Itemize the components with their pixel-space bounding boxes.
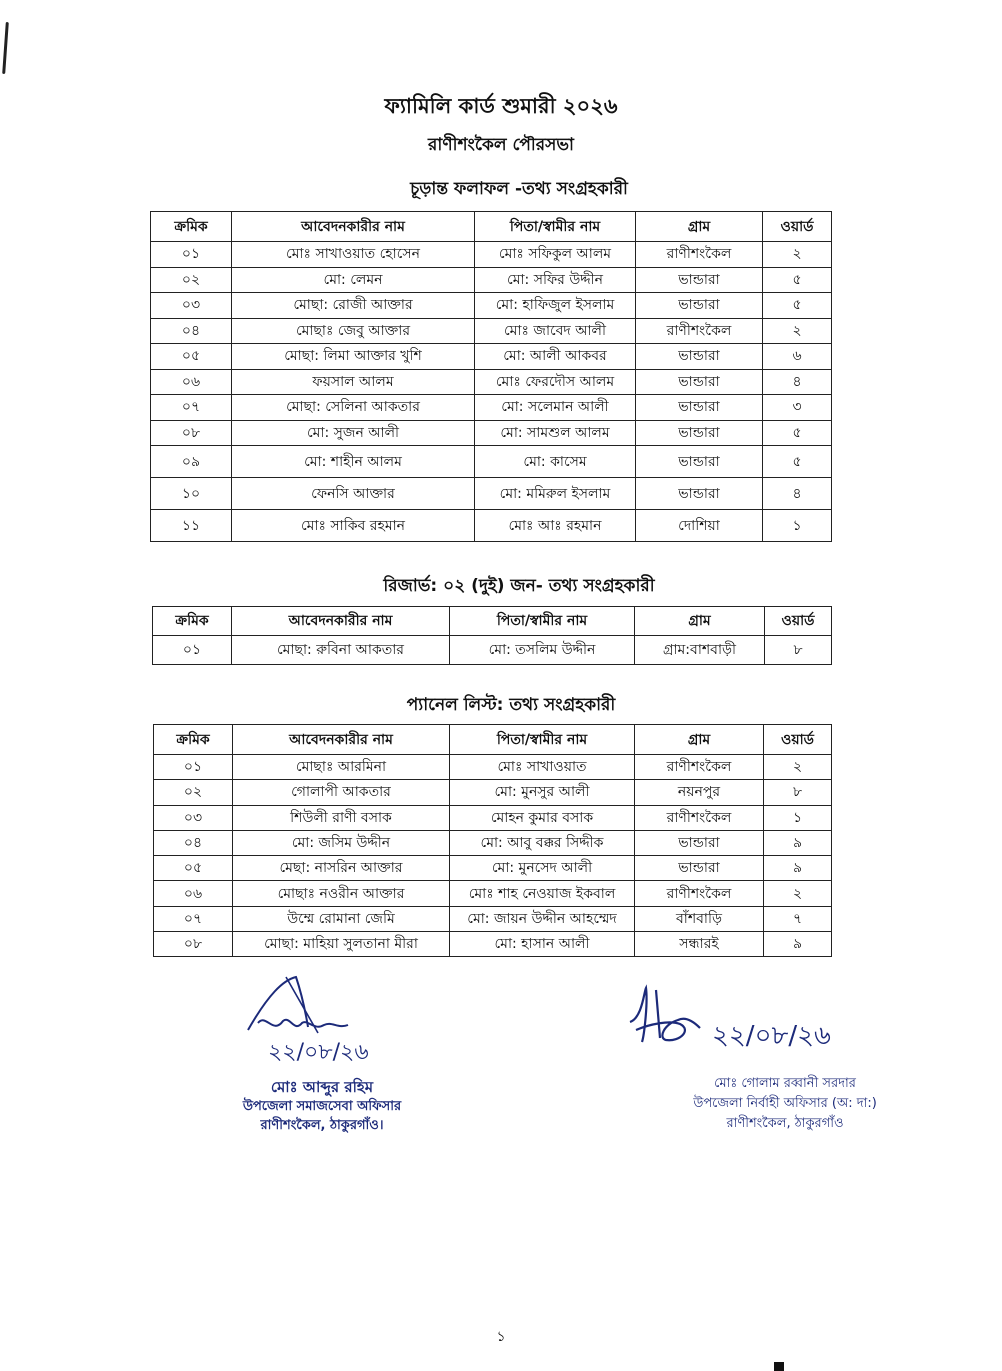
table-row xyxy=(153,636,832,665)
table-row xyxy=(151,267,832,293)
village-cell: ভান্ডারা xyxy=(636,478,763,510)
document-title: ফ্যামিলি কার্ড শুমারী ২০২৬ xyxy=(384,94,618,118)
applicant-name-cell: মেছা: নাসরিন আক্তার xyxy=(233,856,450,881)
village-cell: রাণীশংকৈল xyxy=(635,755,764,780)
reserve-table xyxy=(152,606,832,665)
village-cell: রাণীশংকৈল xyxy=(636,318,763,344)
table-row xyxy=(151,293,832,319)
applicant-name-cell: মোঃ সাকিব রহমান xyxy=(232,510,475,542)
page-number: ১ xyxy=(496,1329,506,1345)
serial-cell: ১১ xyxy=(151,510,232,542)
village-column-header: গ্রাম xyxy=(636,212,763,242)
serial-cell: ০৪ xyxy=(151,318,232,344)
applicant-name-cell: মোঃ সাখাওয়াত হোসেন xyxy=(232,242,475,268)
village-cell: সন্ধারই xyxy=(635,932,764,957)
serial-cell: ০৪ xyxy=(154,830,233,855)
serial-cell: ০৩ xyxy=(151,293,232,319)
village-column-header: গ্রাম xyxy=(635,607,765,636)
reserve-heading: রিজার্ভ: ০২ (দুই) জন- তথ্য সংগ্রহকারী xyxy=(383,576,655,596)
village-cell: রাণীশংকৈল xyxy=(636,242,763,268)
ward-cell: ৯ xyxy=(764,856,832,881)
serial-cell: ০৯ xyxy=(151,446,232,478)
right-stamp-location: রাণীশংকৈল, ঠাকুরগাঁও xyxy=(726,1116,844,1131)
guardian-name-cell: মো: সামশুল আলম xyxy=(475,420,636,446)
applicant-name-cell: মো: জসিম উদ্দীন xyxy=(233,830,450,855)
municipality-name: রাণীশংকৈল পৌরসভা xyxy=(428,135,574,155)
guardian-name-cell: মো: জায়ন উদ্দীন আহম্মেদ xyxy=(450,906,635,931)
serial-column-header: ক্রমিক xyxy=(154,725,233,755)
applicant-name-cell: মোছাঃ জেবু আক্তার xyxy=(232,318,475,344)
serial-cell: ০৭ xyxy=(154,906,233,931)
left-stamp-location: রাণীশংকৈল, ঠাকুরগাঁও। xyxy=(260,1118,384,1133)
ward-cell: ২ xyxy=(764,881,832,906)
left-stamp-designation: উপজেলা সমাজসেবা অফিসার xyxy=(242,1099,402,1114)
guardian-name-cell: মোঃ আঃ রহমান xyxy=(475,510,636,542)
applicant-name-cell: মো: সুজন আলী xyxy=(232,420,475,446)
applicant-name-cell: গোলাপী আকতার xyxy=(233,780,450,805)
serial-cell: ০৮ xyxy=(154,932,233,957)
guardian-name-cell: মো: সফির উদ্দীন xyxy=(475,267,636,293)
margin-pen-mark xyxy=(2,22,9,74)
ward-cell: ৮ xyxy=(764,780,832,805)
table-row xyxy=(154,780,832,805)
applicant-name-cell: মোছাঃ আরমিনা xyxy=(233,755,450,780)
table-row xyxy=(154,932,832,957)
final-result-table xyxy=(150,211,832,542)
table-row xyxy=(154,856,832,881)
table-row xyxy=(151,510,832,542)
left-signature-date: ২২/০৮/২৬ xyxy=(268,1040,369,1065)
applicant-column-header: আবেদনকারীর নাম xyxy=(232,212,475,242)
guardian-name-cell: মো: আলী আকবর xyxy=(475,344,636,370)
guardian-name-cell: মোঃ সফিকুল আলম xyxy=(475,242,636,268)
applicant-column-header: আবেদনকারীর নাম xyxy=(233,725,450,755)
ward-cell: ৪ xyxy=(763,478,832,510)
guardian-name-cell: মো: মুনসুর আলী xyxy=(450,780,635,805)
applicant-name-cell: মো: শাহীন আলম xyxy=(232,446,475,478)
serial-cell: ০২ xyxy=(151,267,232,293)
left-stamp-name: মোঃ আব্দুর রহিম xyxy=(270,1078,374,1096)
serial-cell: ০৭ xyxy=(151,395,232,421)
guardian-name-cell: মোঃ ফেরদৌস আলম xyxy=(475,369,636,395)
serial-cell: ০৮ xyxy=(151,420,232,446)
ward-cell: ২ xyxy=(763,318,832,344)
applicant-name-cell: মোছা: মাহিয়া সুলতানা মীরা xyxy=(233,932,450,957)
ward-cell: ৮ xyxy=(765,636,832,665)
guardian-column-header: পিতা/স্বামীর নাম xyxy=(450,725,635,755)
table-row xyxy=(154,755,832,780)
ward-cell: ৯ xyxy=(764,830,832,855)
village-column-header: গ্রাম xyxy=(635,725,764,755)
right-stamp-name: মোঃ গোলাম রব্বানী সরদার xyxy=(714,1076,856,1091)
ward-cell: ৩ xyxy=(763,395,832,421)
serial-cell: ০৫ xyxy=(154,856,233,881)
serial-cell: ০৬ xyxy=(154,881,233,906)
serial-cell: ০১ xyxy=(153,636,232,665)
ward-cell: ১ xyxy=(763,510,832,542)
ward-cell: ২ xyxy=(764,755,832,780)
panel-list-heading: প্যানেল লিস্ট: তথ্য সংগ্রহকারী xyxy=(406,695,616,715)
guardian-name-cell: মো: সলেমান আলী xyxy=(475,395,636,421)
guardian-column-header: পিতা/স্বামীর নাম xyxy=(450,607,635,636)
village-cell: ভান্ডারা xyxy=(636,395,763,421)
right-signature xyxy=(620,980,900,1060)
village-cell: গ্রাম:বাশবাড়ী xyxy=(635,636,765,665)
applicant-name-cell: মোছা: রোজী আক্তার xyxy=(232,293,475,319)
guardian-name-cell: মো: কাসেম xyxy=(475,446,636,478)
serial-cell: ০৩ xyxy=(154,805,233,830)
village-cell: ভান্ডারা xyxy=(636,267,763,293)
table-row xyxy=(154,881,832,906)
ward-cell: ৬ xyxy=(763,344,832,370)
guardian-name-cell: মো: তসলিম উদ্দীন xyxy=(450,636,635,665)
ward-cell: ৫ xyxy=(763,420,832,446)
serial-column-header: ক্রমিক xyxy=(151,212,232,242)
ward-cell: ৯ xyxy=(764,932,832,957)
applicant-name-cell: মোছাঃ নওরীন আক্তার xyxy=(233,881,450,906)
village-cell: বাঁশবাড়ি xyxy=(635,906,764,931)
applicant-name-cell: শিউলী রাণী বসাক xyxy=(233,805,450,830)
serial-cell: ০৬ xyxy=(151,369,232,395)
ward-column-header: ওয়ার্ড xyxy=(765,607,832,636)
table-row xyxy=(151,395,832,421)
ward-column-header: ওয়ার্ড xyxy=(763,212,832,242)
applicant-name-cell: মোছা: রুবিনা আকতার xyxy=(232,636,450,665)
village-cell: নয়নপুর xyxy=(635,780,764,805)
applicant-column-header: আবেদনকারীর নাম xyxy=(232,607,450,636)
guardian-name-cell: মোহন কুমার বসাক xyxy=(450,805,635,830)
table-row xyxy=(151,242,832,268)
ward-cell: ৫ xyxy=(763,293,832,319)
table-row xyxy=(154,906,832,931)
left-signature xyxy=(228,975,428,1065)
ward-column-header: ওয়ার্ড xyxy=(764,725,832,755)
village-cell: ভান্ডারা xyxy=(636,293,763,319)
guardian-name-cell: মো: হাফিজুল ইসলাম xyxy=(475,293,636,319)
applicant-name-cell: ফয়সাল আলম xyxy=(232,369,475,395)
table-row xyxy=(151,318,832,344)
guardian-column-header: পিতা/স্বামীর নাম xyxy=(475,212,636,242)
applicant-name-cell: উম্মে রোমানা জেমি xyxy=(233,906,450,931)
right-official-stamp xyxy=(680,1074,890,1134)
guardian-name-cell: মো: হাসান আলী xyxy=(450,932,635,957)
table-row xyxy=(151,420,832,446)
ward-cell: ২ xyxy=(763,242,832,268)
applicant-name-cell: মোছা: সেলিনা আকতার xyxy=(232,395,475,421)
final-result-heading: চূড়ান্ত ফলাফল -তথ্য সংগ্রহকারী xyxy=(410,179,628,199)
serial-cell: ১০ xyxy=(151,478,232,510)
right-stamp-designation: উপজেলা নির্বাহী অফিসার (অ: দা:) xyxy=(693,1096,877,1111)
guardian-name-cell: মো: আবু বক্কর সিদ্দীক xyxy=(450,830,635,855)
village-cell: রাণীশংকৈল xyxy=(635,881,764,906)
ward-cell: ৪ xyxy=(763,369,832,395)
table-row xyxy=(151,446,832,478)
corner-mark xyxy=(774,1362,784,1371)
village-cell: ভান্ডারা xyxy=(636,369,763,395)
applicant-name-cell: মো: লেমন xyxy=(232,267,475,293)
table-row xyxy=(151,344,832,370)
village-cell: ভান্ডারা xyxy=(635,830,764,855)
village-cell: ভান্ডারা xyxy=(636,420,763,446)
table-row xyxy=(154,830,832,855)
ward-cell: ৫ xyxy=(763,267,832,293)
guardian-name-cell: মো: মুনসেদ আলী xyxy=(450,856,635,881)
serial-cell: ০১ xyxy=(151,242,232,268)
table-header-row xyxy=(154,725,832,755)
village-cell: রাণীশংকৈল xyxy=(635,805,764,830)
table-row xyxy=(154,805,832,830)
guardian-name-cell: মোঃ জাবেদ আলী xyxy=(475,318,636,344)
guardian-name-cell: মোঃ শাহ নেওয়াজ ইকবাল xyxy=(450,881,635,906)
table-header-row xyxy=(151,212,832,242)
ward-cell: ৭ xyxy=(764,906,832,931)
left-official-stamp xyxy=(222,1078,422,1135)
ward-cell: ১ xyxy=(764,805,832,830)
village-cell: ভান্ডারা xyxy=(635,856,764,881)
right-signature-date: ২২/০৮/২৬ xyxy=(712,1021,831,1051)
village-cell: ভান্ডারা xyxy=(636,344,763,370)
serial-cell: ০১ xyxy=(154,755,233,780)
applicant-name-cell: মোছা: লিমা আক্তার খুশি xyxy=(232,344,475,370)
serial-cell: ০২ xyxy=(154,780,233,805)
guardian-name-cell: মোঃ সাখাওয়াত xyxy=(450,755,635,780)
village-cell: ভান্ডারা xyxy=(636,446,763,478)
applicant-name-cell: ফেনসি আক্তার xyxy=(232,478,475,510)
guardian-name-cell: মো: মমিরুল ইসলাম xyxy=(475,478,636,510)
ward-cell: ৫ xyxy=(763,446,832,478)
village-cell: দোশিয়া xyxy=(636,510,763,542)
table-header-row xyxy=(153,607,832,636)
serial-column-header: ক্রমিক xyxy=(153,607,232,636)
table-row xyxy=(151,478,832,510)
table-row xyxy=(151,369,832,395)
serial-cell: ০৫ xyxy=(151,344,232,370)
panel-list-table xyxy=(153,724,832,957)
